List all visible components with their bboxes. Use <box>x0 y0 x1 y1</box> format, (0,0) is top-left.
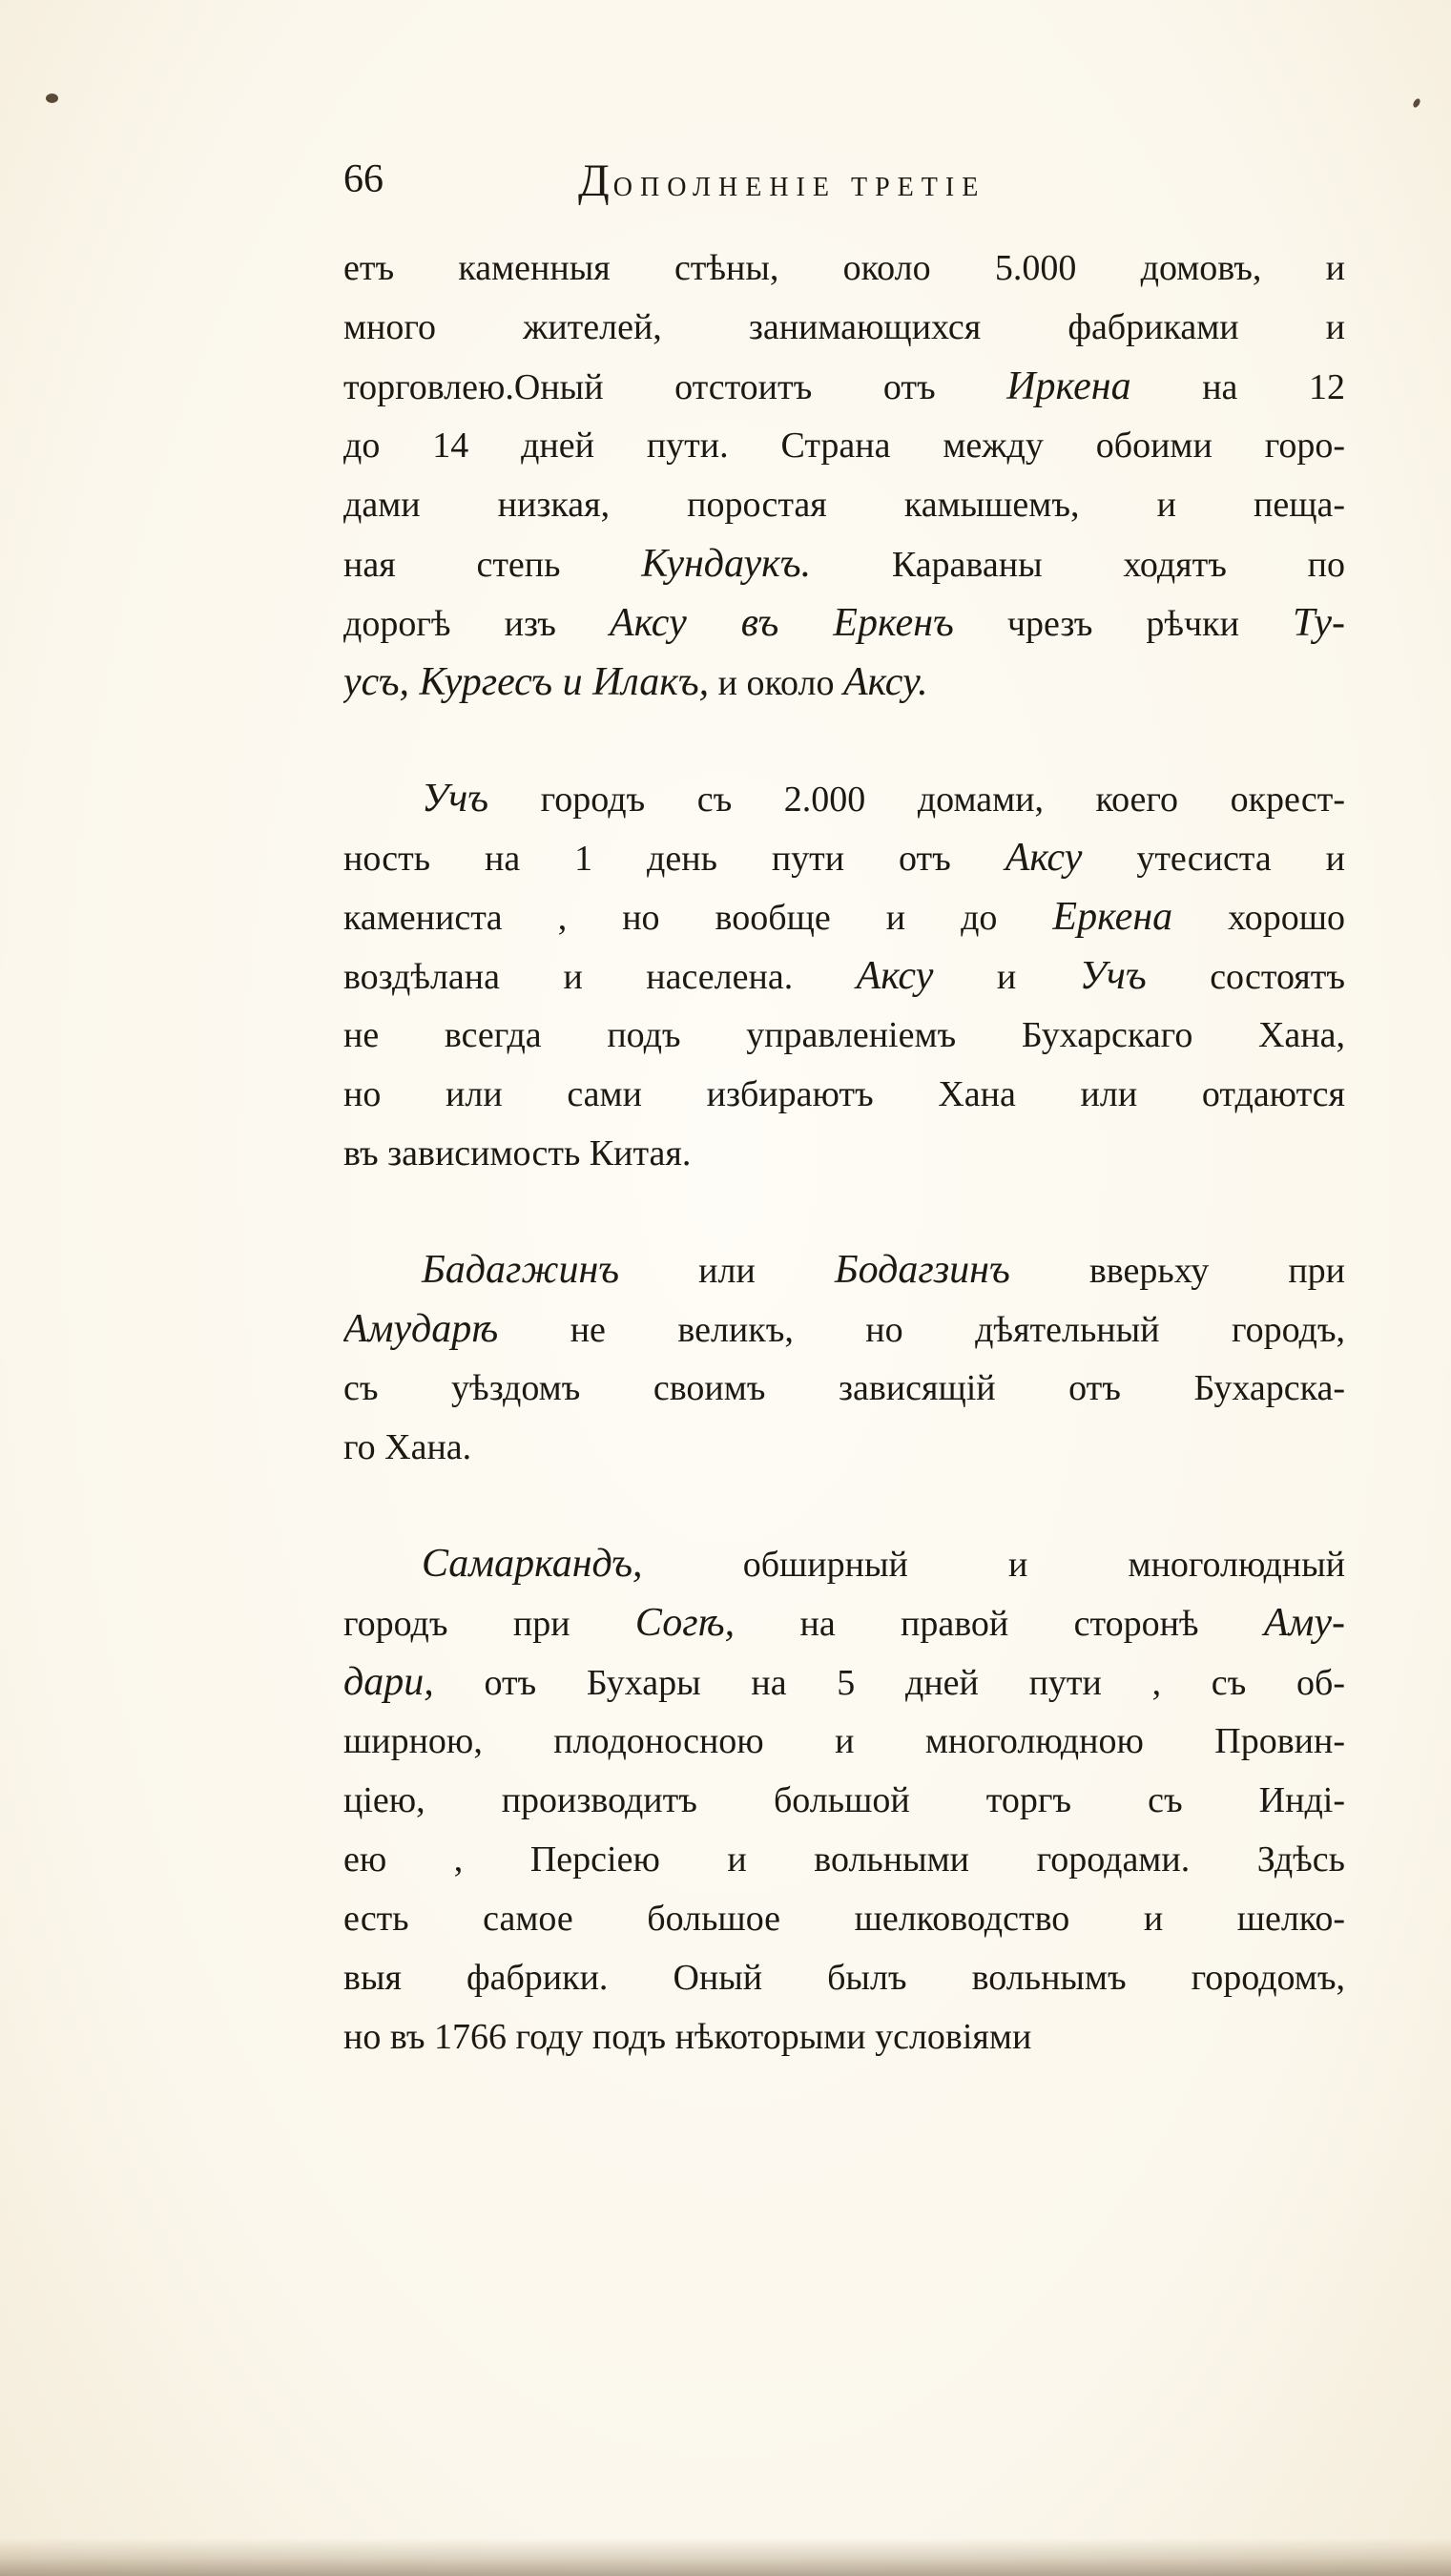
text-line <box>343 239 1345 298</box>
italic-text: Еркена <box>1052 895 1173 939</box>
italic-text: Кундаукъ. <box>641 542 812 586</box>
paragraph-gap <box>343 1183 1345 1240</box>
text-run: обширный и многолюдный <box>642 1545 1345 1585</box>
text-line <box>343 1124 1345 1183</box>
italic-text: Амударѣ <box>343 1307 499 1351</box>
text-line <box>343 1593 1345 1652</box>
ink-speck <box>1412 97 1421 109</box>
paragraph <box>343 1534 1345 2067</box>
text-run: городъ съ 2.000 домами, коего окрест- <box>488 779 1345 820</box>
text-run: не великъ, но дѣятельный городъ, <box>498 1310 1345 1350</box>
page-number: 66 <box>343 157 383 201</box>
text-run: состоятъ <box>1146 957 1345 997</box>
italic-text: Учъ <box>1079 954 1147 998</box>
italic-text: Самаркандъ, <box>422 1542 643 1586</box>
running-head <box>578 156 986 207</box>
text-line <box>343 1240 1345 1299</box>
text-run: и <box>933 957 1080 997</box>
text-line <box>343 1889 1345 1948</box>
body-text <box>343 239 1345 2067</box>
text-run: Караваны ходятъ по <box>811 545 1345 585</box>
text-line <box>343 2007 1345 2067</box>
italic-text: Аксу <box>1005 836 1083 880</box>
text-line <box>343 298 1345 357</box>
text-run: выя фабрики. Оный былъ вольнымъ городомъ, <box>343 1958 1345 1998</box>
text-run: но въ 1766 году подъ нѣкоторыми условіями <box>343 2017 1032 2057</box>
ink-speck <box>46 93 58 103</box>
text-line <box>343 1771 1345 1830</box>
text-run: ею , Персіею и вольными городами. Здѣсь <box>343 1839 1345 1880</box>
text-run: много жителей, занимающихся фабриками и <box>343 307 1345 347</box>
text-line <box>343 1712 1345 1771</box>
text-line <box>343 828 1345 887</box>
italic-text: Согѣ, <box>634 1601 736 1645</box>
page-header <box>343 153 1345 210</box>
running-head-initial: Д <box>578 156 613 206</box>
text-line <box>343 769 1345 828</box>
italic-text: Аму- <box>1263 1601 1345 1645</box>
italic-text: Иркена <box>1006 364 1131 408</box>
paragraph <box>343 769 1345 1183</box>
text-line <box>343 653 1345 712</box>
paragraph <box>343 239 1345 712</box>
text-run: и около <box>709 663 844 703</box>
text-run: го Хана. <box>343 1427 472 1467</box>
text-run: утесиста и <box>1082 839 1345 879</box>
page-bottom-edge <box>0 2538 1451 2576</box>
text-run: съ уѣздомъ своимъ зависящій отъ Бухарска- <box>343 1368 1345 1408</box>
italic-text: Аксу <box>856 954 934 998</box>
text-line <box>343 1065 1345 1124</box>
italic-text: дари, <box>343 1660 434 1704</box>
text-line <box>343 1006 1345 1065</box>
text-run: въ зависимость Китая. <box>343 1133 692 1174</box>
italic-text: Бадагжинъ <box>422 1248 620 1292</box>
italic-text: Аксу въ Еркенъ <box>610 601 954 645</box>
text-run: отъ Бухары на 5 дней пути , съ об- <box>433 1663 1345 1703</box>
text-run: каменистa , но вообще и до <box>343 898 1053 938</box>
italic-text: Учъ <box>422 777 489 821</box>
italic-text: Ту- <box>1293 601 1345 645</box>
text-line <box>343 1418 1345 1477</box>
text-line <box>343 416 1345 475</box>
text-run: есть самое большое шелководство и шелко- <box>343 1899 1345 1939</box>
text-line <box>343 357 1345 416</box>
text-run: ціею, производитъ большой торгъ съ Инді- <box>343 1780 1345 1820</box>
text-line <box>343 1299 1345 1359</box>
text-run: воздѣлана и населена. <box>343 957 857 997</box>
paragraph <box>343 1240 1345 1477</box>
running-head-text: ОПОЛНЕНІЕ ТРЕТІЕ <box>612 173 986 202</box>
text-run: вверьху при <box>1009 1251 1345 1291</box>
text-line <box>343 946 1345 1006</box>
text-run: ность на 1 день пути отъ <box>343 839 1005 879</box>
text-run: или <box>619 1251 835 1291</box>
text-run: не всегда подъ управленіемъ Бухарскаго Хана, <box>343 1015 1345 1055</box>
paragraph-gap <box>343 712 1345 769</box>
text-line <box>343 475 1345 534</box>
text-run: етъ каменныя стѣны, около 5.000 домовъ, и <box>343 248 1345 288</box>
paragraph-gap <box>343 1477 1345 1534</box>
text-run: хорошо <box>1172 898 1345 938</box>
text-run: на 12 <box>1130 367 1345 407</box>
text-line <box>343 1359 1345 1418</box>
text-run: но или сами избираютъ Хана или отдаются <box>343 1074 1345 1114</box>
text-run: торговлею.Оный отстоитъ отъ <box>343 367 1007 407</box>
text-run: чрезъ рѣчки <box>953 604 1294 644</box>
text-run: дами низкая, поростая камышемъ, и пеща- <box>343 485 1345 525</box>
text-run: дорогѣ изъ <box>343 604 611 644</box>
text-line <box>343 593 1345 653</box>
text-line <box>343 534 1345 593</box>
italic-text: Аксу. <box>843 660 928 704</box>
text-run: ная степь <box>343 545 642 585</box>
italic-text: Бодагзинъ <box>834 1248 1010 1292</box>
text-line <box>343 1534 1345 1593</box>
text-run: ширною, плодоносною и многолюдною Провин- <box>343 1721 1345 1761</box>
text-run: городъ при <box>343 1604 635 1644</box>
italic-text: усъ, Кургесъ и Илакъ, <box>343 660 710 704</box>
text-line <box>343 1948 1345 2007</box>
text-run: до 14 дней пути. Страна между обоими горо- <box>343 426 1345 466</box>
text-line <box>343 1830 1345 1889</box>
text-line <box>343 1652 1345 1712</box>
text-line <box>343 887 1345 946</box>
text-run: на правой сторонѣ <box>735 1604 1264 1644</box>
